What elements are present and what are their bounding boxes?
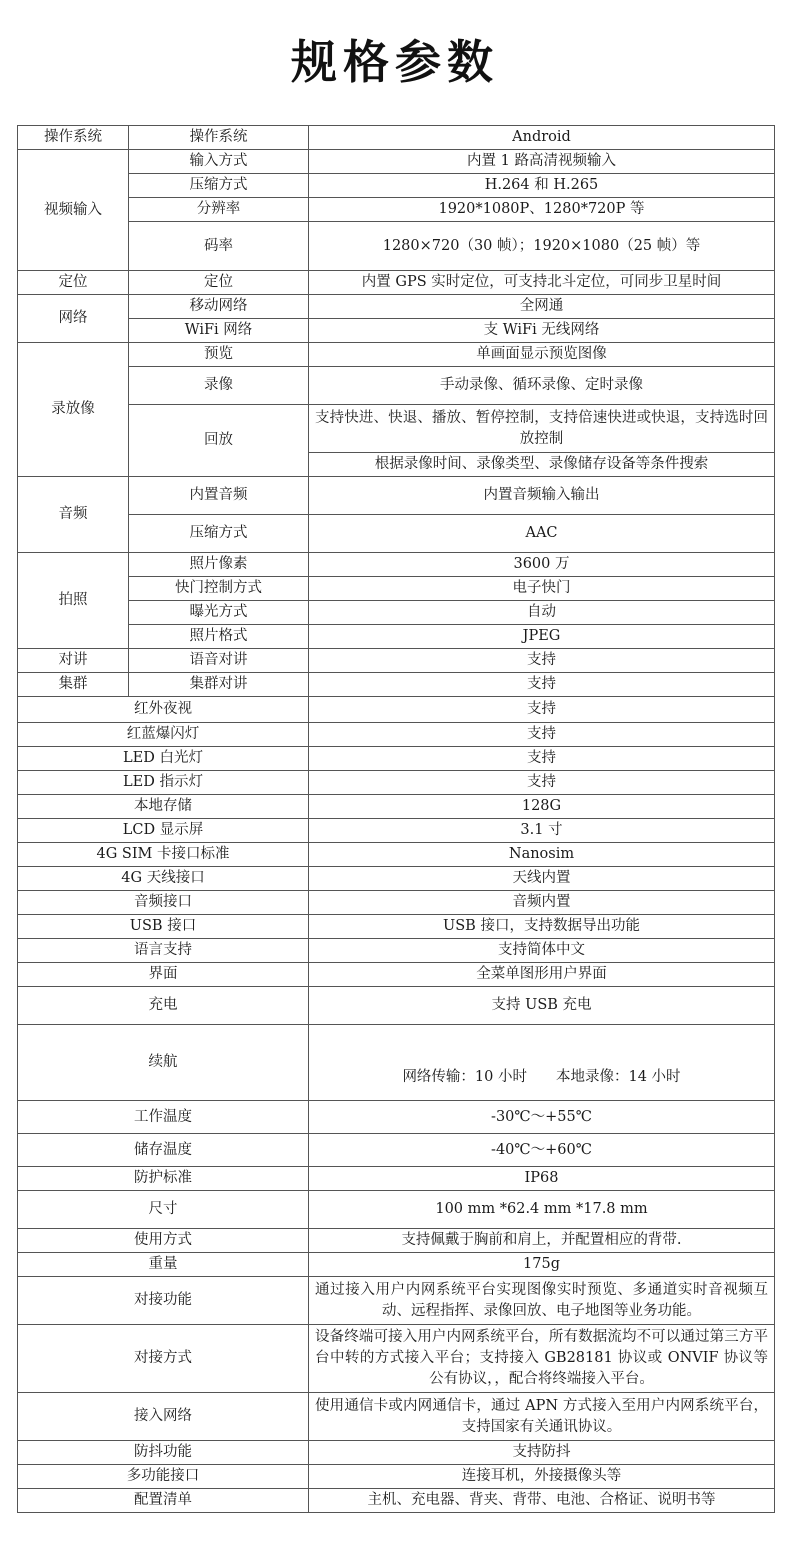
table-row bbox=[18, 1229, 775, 1253]
value-cell: 支持简体中文 bbox=[309, 939, 775, 963]
table-row bbox=[18, 1025, 775, 1101]
item-cell: 4G SIM 卡接口标准 bbox=[18, 843, 309, 867]
value-cell: JPEG bbox=[309, 625, 775, 649]
item-cell: LED 指示灯 bbox=[18, 771, 309, 795]
item-cell: 照片格式 bbox=[129, 625, 309, 649]
category-cell: 集群 bbox=[18, 673, 129, 697]
item-cell: 音频接口 bbox=[18, 891, 309, 915]
value-cell: -40℃～+60℃ bbox=[309, 1134, 775, 1167]
item-cell: 对接功能 bbox=[18, 1277, 309, 1325]
item-cell: 输入方式 bbox=[129, 150, 309, 174]
table-row bbox=[18, 697, 775, 723]
table-row bbox=[18, 477, 775, 515]
table-row bbox=[18, 673, 775, 697]
table-row bbox=[18, 126, 775, 150]
value-cell: 全菜单图形用户界面 bbox=[309, 963, 775, 987]
table-row bbox=[18, 343, 775, 367]
table-row bbox=[18, 577, 775, 601]
table-row bbox=[18, 1134, 775, 1167]
category-cell: 音频 bbox=[18, 477, 129, 553]
value-cell: 100 mm *62.4 mm *17.8 mm bbox=[309, 1191, 775, 1229]
value-cell: 内置 1 路高清视频输入 bbox=[309, 150, 775, 174]
value-cell: 1920*1080P、1280*720P 等 bbox=[309, 198, 775, 222]
item-cell: 红蓝爆闪灯 bbox=[18, 723, 309, 747]
item-cell: 移动网络 bbox=[129, 295, 309, 319]
value-cell: 设备终端可接入用户内网系统平台，所有数据流均不可以通过第三方平台中转的方式接入平台；支持接入 GB28181 协议或 ONVIF 协议等公有协议，，配合将终端接入平台。 bbox=[309, 1325, 775, 1393]
category-cell: 对讲 bbox=[18, 649, 129, 673]
item-cell: 压缩方式 bbox=[129, 515, 309, 553]
table-row bbox=[18, 515, 775, 553]
table-row bbox=[18, 198, 775, 222]
value-cell: 128G bbox=[309, 795, 775, 819]
value-cell: USB 接口，支持数据导出功能 bbox=[309, 915, 775, 939]
item-cell: 重量 bbox=[18, 1253, 309, 1277]
value-cell: 天线内置 bbox=[309, 867, 775, 891]
value-cell: 1280×720（30 帧）；1920×1080（25 帧）等 bbox=[309, 222, 775, 271]
item-cell: 预览 bbox=[129, 343, 309, 367]
item-cell: 多功能接口 bbox=[18, 1465, 309, 1489]
item-cell: USB 接口 bbox=[18, 915, 309, 939]
table-row bbox=[18, 747, 775, 771]
category-cell: 操作系统 bbox=[18, 126, 129, 150]
value-cell: Nanosim bbox=[309, 843, 775, 867]
value-cell: -30℃～+55℃ bbox=[309, 1101, 775, 1134]
table-row bbox=[18, 891, 775, 915]
item-cell: 充电 bbox=[18, 987, 309, 1025]
table-row bbox=[18, 819, 775, 843]
item-cell: 语音对讲 bbox=[129, 649, 309, 673]
value-cell: 根据录像时间、录像类型、录像储存设备等条件搜索 bbox=[309, 453, 775, 477]
table-row bbox=[18, 553, 775, 577]
item-cell: 本地存储 bbox=[18, 795, 309, 819]
item-cell: 接入网络 bbox=[18, 1393, 309, 1441]
value-cell: 支持 bbox=[309, 771, 775, 795]
table-row bbox=[18, 1393, 775, 1441]
table-row bbox=[18, 987, 775, 1025]
table-row bbox=[18, 1191, 775, 1229]
value-cell: 音频内置 bbox=[309, 891, 775, 915]
table-row bbox=[18, 939, 775, 963]
item-cell: 红外夜视 bbox=[18, 697, 309, 723]
value-cell: 支持 bbox=[309, 723, 775, 747]
value-cell: 支持 bbox=[309, 697, 775, 723]
value-cell: 连接耳机，外接摄像头等 bbox=[309, 1465, 775, 1489]
item-cell: 语言支持 bbox=[18, 939, 309, 963]
item-cell: 工作温度 bbox=[18, 1101, 309, 1134]
value-cell: 支持防抖 bbox=[309, 1441, 775, 1465]
value-cell: 支持佩戴于胸前和肩上，并配置相应的背带. bbox=[309, 1229, 775, 1253]
value-cell: H.264 和 H.265 bbox=[309, 174, 775, 198]
item-cell: 使用方式 bbox=[18, 1229, 309, 1253]
spec-table bbox=[17, 125, 775, 1513]
table-row bbox=[18, 915, 775, 939]
item-cell: 防护标准 bbox=[18, 1167, 309, 1191]
table-row bbox=[18, 1441, 775, 1465]
table-row bbox=[18, 405, 775, 453]
item-cell: 定位 bbox=[129, 271, 309, 295]
table-row bbox=[18, 963, 775, 987]
item-cell: 续航 bbox=[18, 1025, 309, 1101]
category-cell: 拍照 bbox=[18, 553, 129, 649]
item-cell: 内置音频 bbox=[129, 477, 309, 515]
item-cell: 集群对讲 bbox=[129, 673, 309, 697]
value-cell: 支持 USB 充电 bbox=[309, 987, 775, 1025]
table-row bbox=[18, 1253, 775, 1277]
item-cell: 快门控制方式 bbox=[129, 577, 309, 601]
item-cell: 回放 bbox=[129, 405, 309, 477]
value-cell: 支持快进、快退、播放、暂停控制，支持倍速快进或快退，支持选时回放控制 bbox=[309, 405, 775, 453]
item-cell: 码率 bbox=[129, 222, 309, 271]
item-cell: LCD 显示屏 bbox=[18, 819, 309, 843]
value-cell: 手动录像、循环录像、定时录像 bbox=[309, 367, 775, 405]
item-cell: 曝光方式 bbox=[129, 601, 309, 625]
item-cell: 4G 天线接口 bbox=[18, 867, 309, 891]
page-title: 规格参数 bbox=[291, 35, 499, 89]
item-cell: 操作系统 bbox=[129, 126, 309, 150]
item-cell: 录像 bbox=[129, 367, 309, 405]
table-row bbox=[18, 1101, 775, 1134]
table-row bbox=[18, 843, 775, 867]
table-row bbox=[18, 367, 775, 405]
category-cell: 视频输入 bbox=[18, 150, 129, 271]
table-row bbox=[18, 1167, 775, 1191]
value-cell: 通过接入用户内网系统平台实现图像实时预览、多通道实时音视频互动、远程指挥、录像回放、电子地图等业务功能。 bbox=[309, 1277, 775, 1325]
item-cell: 储存温度 bbox=[18, 1134, 309, 1167]
item-cell: 照片像素 bbox=[129, 553, 309, 577]
item-cell: 对接方式 bbox=[18, 1325, 309, 1393]
table-row bbox=[18, 795, 775, 819]
table-row bbox=[18, 1325, 775, 1393]
table-row bbox=[18, 867, 775, 891]
table-row bbox=[18, 319, 775, 343]
table-row bbox=[18, 771, 775, 795]
value-cell: 内置 GPS 实时定位，可支持北斗定位，可同步卫星时间 bbox=[309, 271, 775, 295]
item-cell: 压缩方式 bbox=[129, 174, 309, 198]
value-cell: AAC bbox=[309, 515, 775, 553]
value-cell: 支 WiFi 无线网络 bbox=[309, 319, 775, 343]
table-row bbox=[18, 723, 775, 747]
value-cell: Android bbox=[309, 126, 775, 150]
table-row bbox=[18, 271, 775, 295]
value-cell: 支持 bbox=[309, 747, 775, 771]
table-row bbox=[18, 222, 775, 271]
table-row bbox=[18, 1277, 775, 1325]
table-row bbox=[18, 295, 775, 319]
table-row bbox=[18, 1489, 775, 1513]
value-cell: 3.1 寸 bbox=[309, 819, 775, 843]
value-cell: IP68 bbox=[309, 1167, 775, 1191]
value-cell: 支持 bbox=[309, 649, 775, 673]
value-cell: 单画面显示预览图像 bbox=[309, 343, 775, 367]
value-cell: 使用通信卡或内网通信卡，通过 APN 方式接入至用户内网系统平台，支持国家有关通讯协议。 bbox=[309, 1393, 775, 1441]
item-cell: 防抖功能 bbox=[18, 1441, 309, 1465]
value-cell: 全网通 bbox=[309, 295, 775, 319]
item-cell: 尺寸 bbox=[18, 1191, 309, 1229]
item-cell: 界面 bbox=[18, 963, 309, 987]
table-row bbox=[18, 649, 775, 673]
value-cell: 自动 bbox=[309, 601, 775, 625]
table-row bbox=[18, 625, 775, 649]
value-cell: 网络传输：10 小时 本地录像：14 小时 bbox=[309, 1025, 775, 1101]
value-cell: 3600 万 bbox=[309, 553, 775, 577]
item-cell: WiFi 网络 bbox=[129, 319, 309, 343]
item-cell: 分辨率 bbox=[129, 198, 309, 222]
category-cell: 录放像 bbox=[18, 343, 129, 477]
value-cell: 175g bbox=[309, 1253, 775, 1277]
value-cell: 主机、充电器、背夹、背带、电池、合格证、说明书等 bbox=[309, 1489, 775, 1513]
value-cell: 内置音频输入输出 bbox=[309, 477, 775, 515]
value-cell: 支持 bbox=[309, 673, 775, 697]
category-cell: 定位 bbox=[18, 271, 129, 295]
table-row bbox=[18, 150, 775, 174]
table-row bbox=[18, 1465, 775, 1489]
category-cell: 网络 bbox=[18, 295, 129, 343]
value-cell: 电子快门 bbox=[309, 577, 775, 601]
table-row bbox=[18, 174, 775, 198]
table-row bbox=[18, 601, 775, 625]
item-cell: LED 白光灯 bbox=[18, 747, 309, 771]
item-cell: 配置清单 bbox=[18, 1489, 309, 1513]
